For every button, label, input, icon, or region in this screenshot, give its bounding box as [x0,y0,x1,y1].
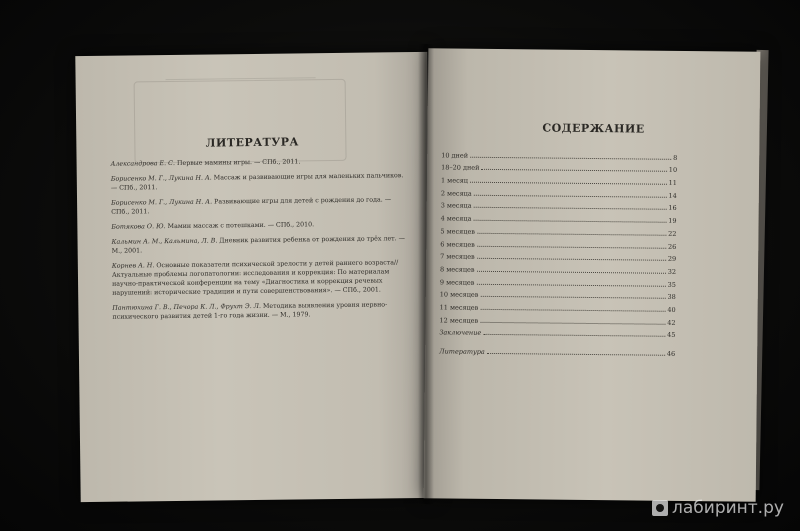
toc-row: 2 месяца 14 [440,189,677,200]
toc-row: 6 месяцев 26 [440,239,677,251]
reference-entry: Корнев А. Н. Основные показатели психической зрелости у детей раннего возраста// Актуальные проблемы логопатологии: исследования и коррекция: По материалам научно-практической конференции на тему «Диагностика и коррекция речевых нарушений: исторические традиции и пути совершенствования». — СПб., 2001. [111,259,399,297]
reference-entry: Борисенко М. Г., Лукина Н. А. Массаж и развивающие игры для маленьких пальчиков. — СПб., 2011. [110,172,404,192]
show-through-line [165,61,315,80]
toc-row: 7 месяцев 29 [440,252,677,264]
toc-row: 5 месяцев 22 [440,227,677,238]
reference-entry: Александрова Е. С. Первые мамины игры. — СПб., 2011. [110,158,301,168]
toc-row: Литература 46 [439,347,676,358]
leader-dots [483,334,665,337]
watermark-text: лабиринт.ру [672,498,784,518]
toc-row: 3 месяца 16 [440,201,677,213]
toc-row: 10 месяцев 38 [439,290,676,302]
toc-row: Заключение 45 [439,328,676,340]
show-through-print [134,79,347,164]
toc-row: 8 месяцев 32 [440,265,677,276]
table-of-contents [439,146,677,357]
right-page [424,48,761,501]
reference-entry: Ботякова О. Ю. Мамин массаж с потешками. — СПб., 2010. [111,221,315,231]
bibliography-heading: ЛИТЕРАТУРА [205,135,300,150]
leader-dots [487,353,665,356]
toc-row: 4 месяца 19 [440,214,677,226]
left-page [75,52,432,502]
toc-row: 12 месяцев 42 [439,316,676,327]
watermark [652,498,784,518]
toc-row: 11 месяцев 40 [439,303,676,314]
reference-entry: Кальмин А. М., Кальмина, Л. В. Дневник развития ребенка от рождения до трёх лет. — М., 2001. [111,235,405,255]
toc-row: 18–20 дней 10 [441,163,678,175]
toc-row: 9 месяцев 35 [439,277,676,289]
toc-row: 1 месяц 11 [440,176,678,187]
reference-entry: Пантюхина Г. В., Печора К. Л., Фрухт Э. Л. Методика выявления уровня нервно-психического развития детей 1-го года жизни. — М., 1979. [112,301,388,321]
book-spine-shadow [418,44,434,504]
reference-entry: Борисенко М. Г., Лукина Н. А. Развивающие игры для детей с рождения до года. — СПб., 2011. [111,196,392,216]
labirint-logo-icon [652,500,668,516]
reference-list [111,156,409,328]
contents-heading: СОДЕРЖАНИЕ [542,121,645,136]
toc-row: 10 дней 8 [441,151,678,162]
